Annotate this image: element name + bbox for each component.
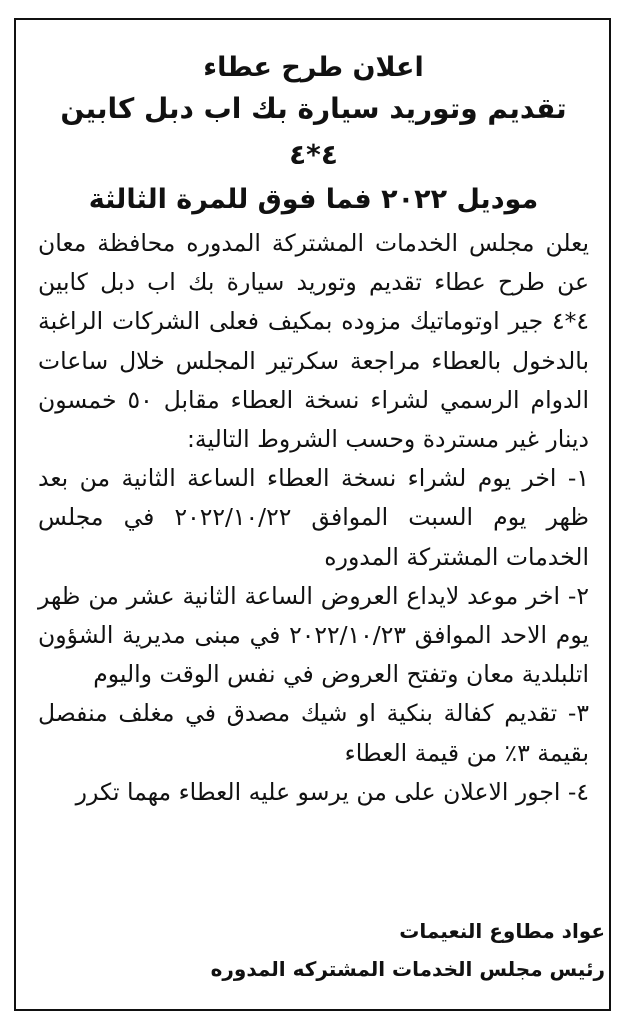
announcement-body [38,224,589,812]
signatory-title: رئيس مجلس الخدمات المشتركه المدوره [210,957,605,981]
signature-block [211,912,605,988]
announcement-heading: اعلان طرح عطاء [203,52,424,83]
announcement-content [16,50,609,812]
signatory-name: عواد مطاوع النعيمات [399,919,605,943]
condition-4: ٤- اجور الاعلان على من يرسو عليه العطاء مهما تكرر [75,777,589,806]
tender-subject-title: تقديم وتوريد سيارة بك اب دبل كابين ٤*٤ [60,92,567,171]
condition-3: ٣- تقديم كفالة بنكية او شيك مصدق في مغلف منفصل بقيمة ٣٪ من قيمة العطاء [38,699,589,767]
tender-model-title: موديل ٢٠٢٢ فما فوق للمرة الثالثة [88,184,539,215]
condition-2: ٢- اخر موعد لايداع العروض الساعة الثانية عشر من ظهر يوم الاحد الموافق ٢٠٢٢/١٠/٢٣ في مبنى مديرية الشؤون اتلبلدية معان وتفتح العروض في نفس الوقت واليوم [38,581,589,689]
intro-paragraph: يعلن مجلس الخدمات المشتركة المدوره محافظة معان عن طرح عطاء تقديم وتوريد سيارة بك اب دبل كابين ٤*٤ جير اوتوماتيك مزوده بمكيف فعلى الشركات الراغبة بالدخول بالعطاء مراجعة سكرتير المجلس خلال ساعات الدوام الرسمي لشراء نسخة العطاء مقابل ٥٠ خمسون دينار غير مستردة وحسب الشروط التالية: [38,229,589,454]
condition-1: ١- اخر يوم لشراء نسخة العطاء الساعة الثانية من بعد ظهر يوم السبت الموافق ٢٠٢٢/١٠/٢٢ في مجلس الخدمات المشتركة المدوره [38,464,589,571]
announcement-frame [14,18,611,1011]
